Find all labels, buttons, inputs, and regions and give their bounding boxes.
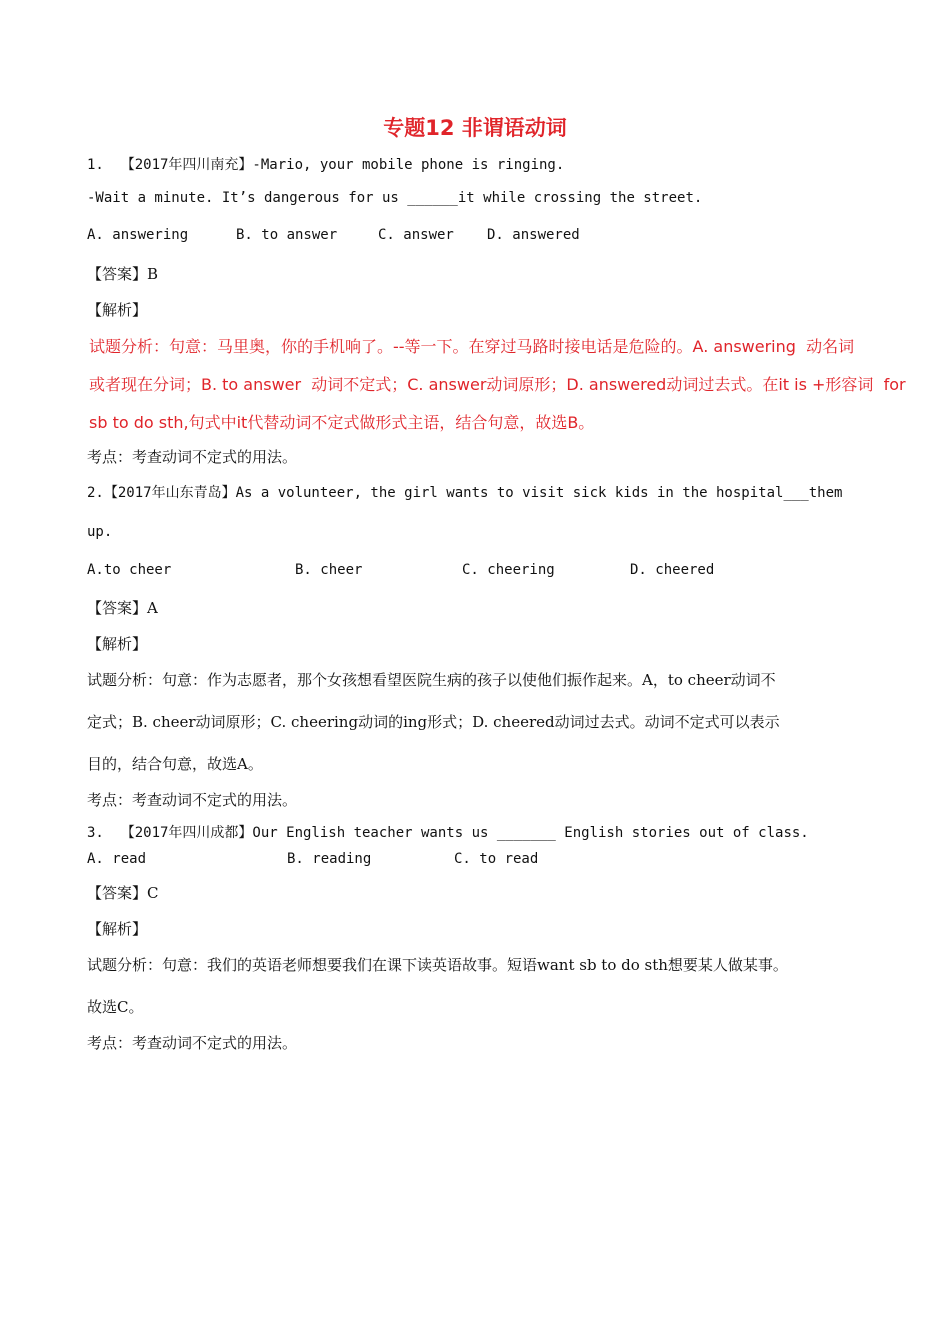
q2-analysis-line: 定式；B. cheer动词原形；C. cheering动词的ing形式；D. cheered动词过去式。动词不定式可以表示 — [87, 713, 780, 731]
q3-option-c: C. to read — [454, 851, 539, 867]
q1-stem: 1. 【2017年四川南充】-Mario, your mobile phone is ringing. — [87, 157, 565, 173]
page-title: 专题12 非谓语动词 — [383, 116, 567, 140]
q2-option-b: B. cheer — [295, 562, 363, 578]
q2-analysis-line: 目的，结合句意，故选A。 — [87, 755, 263, 773]
q2-option-d: D. cheered — [630, 562, 715, 578]
q3-stem: 3. 【2017年四川成都】Our English teacher wants us _______ English stories out of class. — [87, 825, 809, 841]
q3-analysis-label: 【解析】 — [87, 920, 148, 938]
q2-answer: 【答案】A — [87, 599, 158, 617]
q3-point: 考点：考查动词不定式的用法。 — [87, 1034, 298, 1052]
q2-option-a: A.to cheer — [87, 562, 172, 578]
q3-analysis-line: 试题分析：句意：我们的英语老师想要我们在课下读英语故事。短语want sb to do sth想要某人做某事。 — [87, 956, 788, 974]
q2-analysis-line: 试题分析：句意：作为志愿者，那个女孩想看望医院生病的孩子以使他们振作起来。A，to cheer动词不 — [87, 671, 776, 689]
q1-analysis-line: sb to do sth,句式中it代替动词不定式做形式主语，结合句意，故选B。 — [89, 413, 595, 432]
q1-option-a: A. answering — [87, 227, 189, 243]
q3-option-b: B. reading — [287, 851, 372, 867]
q2-stem: 2.【2017年山东青岛】As a volunteer, the girl wants to visit sick kids in the hospital___them — [87, 485, 843, 501]
q1-analysis-line: 试题分析：句意：马里奥，你的手机响了。--等一下。在穿过马路时接电话是危险的。A. answering 动名词 — [89, 337, 855, 356]
q1-stem-continued: -Wait a minute. It’s dangerous for us ______it while crossing the street. — [87, 190, 703, 206]
q1-point: 考点：考查动词不定式的用法。 — [87, 448, 298, 466]
q1-option-b: B. to answer — [236, 227, 338, 243]
q1-analysis-label: 【解析】 — [87, 301, 148, 319]
q2-stem-continued: up. — [87, 524, 113, 540]
q2-point: 考点：考查动词不定式的用法。 — [87, 791, 298, 809]
q2-analysis-label: 【解析】 — [87, 635, 148, 653]
q2-option-c: C. cheering — [462, 562, 555, 578]
q3-analysis-line: 故选C。 — [87, 998, 144, 1016]
q1-answer: 【答案】B — [87, 265, 159, 283]
q1-option-d: D. answered — [487, 227, 580, 243]
q1-analysis-line: 或者现在分词；B. to answer 动词不定式；C. answer动词原形；D. answered动词过去式。在it is +形容词 for — [89, 375, 906, 394]
q1-option-c: C. answer — [378, 227, 454, 243]
q3-answer: 【答案】C — [87, 884, 159, 902]
q3-option-a: A. read — [87, 851, 147, 867]
